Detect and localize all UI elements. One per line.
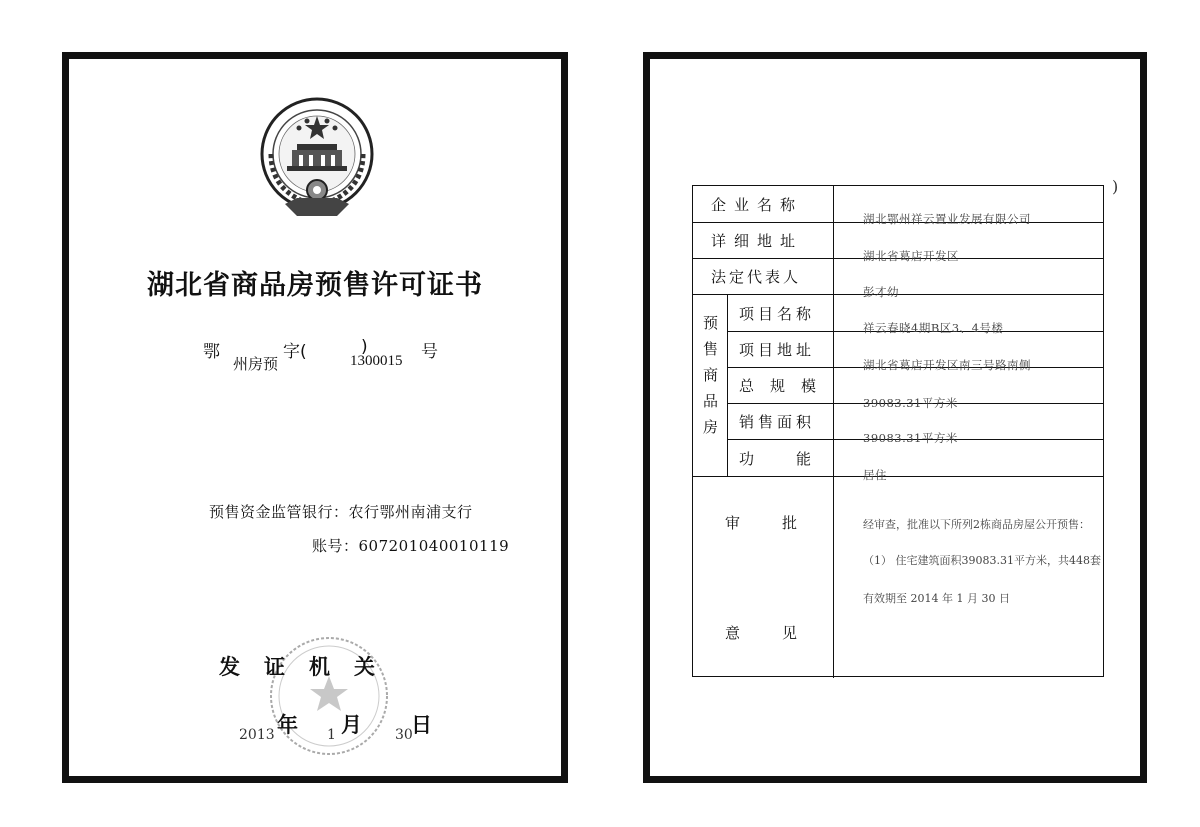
approval-line: （1） 住宅建筑面积39083.31平方米，共448套 (863, 554, 1101, 567)
approval-label-bottom: 意见 (725, 624, 840, 642)
date-month-value: 1 (327, 727, 336, 743)
project-name-value: 祥云春晓4期B区3、4号楼 (863, 321, 1004, 335)
group-label-char: 房 (703, 418, 719, 436)
sales-area-label: 销售面积 (739, 413, 816, 431)
row-divider (693, 476, 1103, 477)
legal-rep-value: 彭才幼 (863, 285, 899, 299)
permit-number: 1300015 (350, 353, 403, 369)
group-label-char: 品 (703, 392, 719, 410)
address-label: 详细地址 (711, 232, 804, 250)
project-address-label: 项目地址 (739, 341, 816, 359)
permit-details-table (692, 185, 1104, 677)
account-number-line: 账号：607201040010119 (312, 537, 510, 555)
certificate-cover-page (62, 52, 568, 783)
margin-mark: ) (1112, 177, 1119, 196)
enterprise-name-value: 湖北鄂州祥云置业发展有限公司 (863, 212, 1031, 226)
function-value: 居住 (863, 468, 887, 482)
certificate-details-page (643, 52, 1147, 783)
function-label: 功能 (739, 450, 854, 468)
legal-rep-label: 法定代表人 (711, 268, 802, 286)
permit-close-paren: ) (361, 337, 368, 357)
issuing-authority-label: 发证机关 (219, 655, 399, 679)
permit-prefix: 州房预 (233, 357, 279, 373)
project-name-label: 项目名称 (739, 305, 816, 323)
approval-label-top: 审批 (725, 514, 840, 532)
approval-line: 有效期至 2014 年 1 月 30 日 (863, 592, 1010, 605)
permit-zi-char: 字( (283, 342, 307, 362)
permit-province-char: 鄂 (203, 342, 220, 362)
approval-line: 经审查，批准以下所列2栋商品房屋公开预售： (863, 518, 1090, 531)
address-value: 湖北省葛店开发区 (863, 249, 959, 263)
project-address-value: 湖北省葛店开发区南三号路南侧 (863, 358, 1031, 372)
group-label-char: 预 (703, 314, 719, 332)
escrow-bank-line: 预售资金监管银行：农行鄂州南浦支行 (209, 503, 473, 521)
date-day-label: 日 (411, 713, 432, 737)
national-emblem-icon (257, 94, 377, 226)
permit-hao-char: 号 (421, 342, 438, 362)
permit-number-line (69, 331, 561, 381)
date-month-label: 月 (341, 713, 362, 737)
group-column-divider (727, 294, 728, 476)
date-day-value: 30 (395, 727, 413, 743)
group-label-char: 售 (703, 340, 719, 358)
total-scale-label: 总规模 (739, 377, 833, 395)
enterprise-name-label: 企业名称 (711, 196, 804, 214)
total-scale-value: 39083.31平方米 (863, 396, 958, 410)
group-label-char: 商 (703, 366, 719, 384)
date-year-label: 年 (277, 713, 298, 737)
certificate-title: 湖北省商品房预售许可证书 (147, 270, 483, 301)
date-year-value: 2013 (239, 727, 275, 743)
sales-area-value: 39083.31平方米 (863, 431, 958, 445)
value-column-divider (833, 186, 834, 678)
